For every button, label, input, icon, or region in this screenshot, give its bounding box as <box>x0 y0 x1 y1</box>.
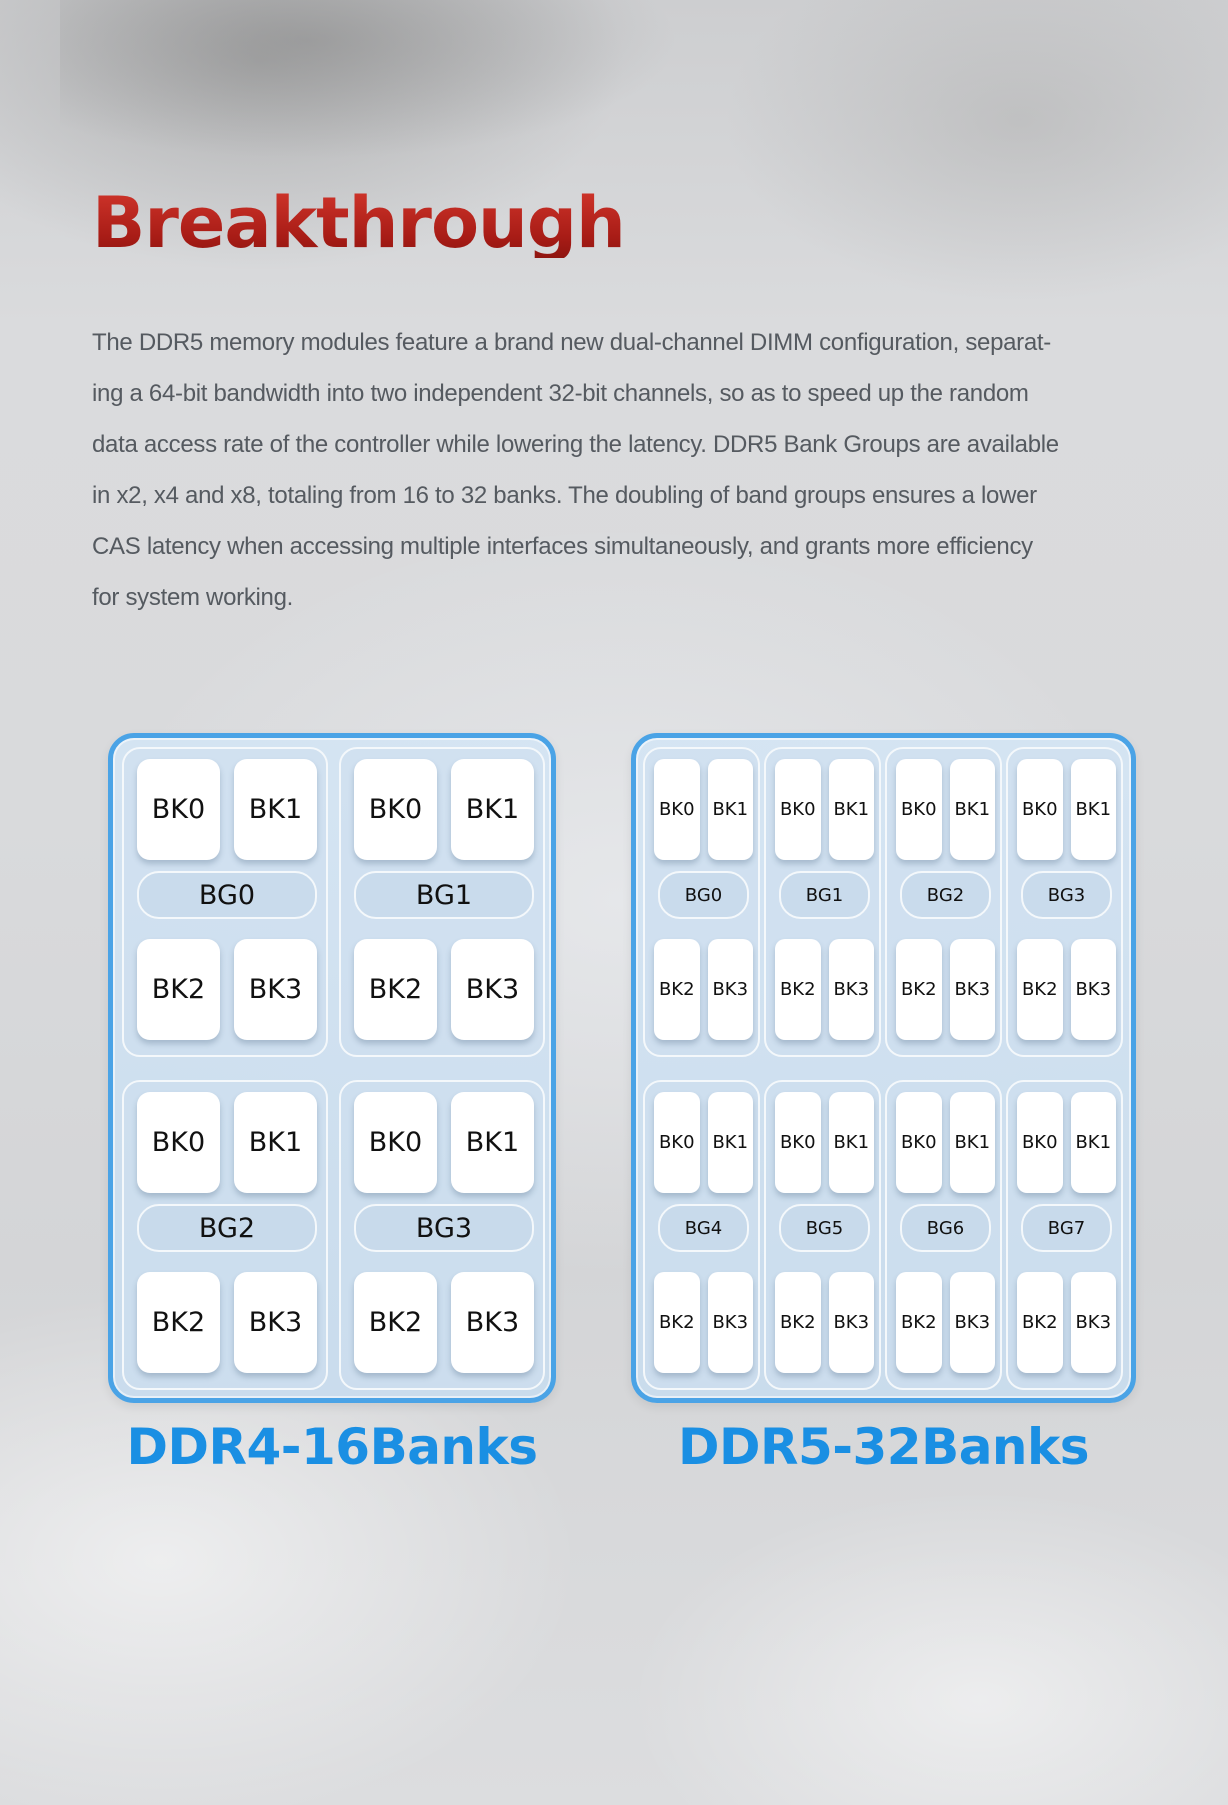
description-line: for system working. <box>92 584 294 611</box>
description-line: ing a 64-bit bandwidth into two independent 32-bit channels, so as to speed up the random <box>92 380 1029 407</box>
bank-group-bg2 <box>122 1080 328 1390</box>
bank-group-label: BG3 <box>1021 871 1112 919</box>
bank-bk2: BK2 <box>896 939 942 1040</box>
bank-bk2: BK2 <box>354 939 437 1040</box>
bank-bk1: BK1 <box>234 759 317 860</box>
ddr4-diagram-panel <box>108 733 556 1403</box>
page-title: Breakthrough <box>92 182 625 264</box>
bank-group-label: BG5 <box>779 1204 870 1252</box>
bank-bk2: BK2 <box>1017 1272 1063 1373</box>
ddr5-caption: DDR5-32Banks <box>677 1418 1090 1476</box>
bank-group-label: BG1 <box>354 871 534 919</box>
ddr4-caption: DDR4-16Banks <box>126 1418 538 1476</box>
bank-bk3: BK3 <box>708 939 754 1040</box>
bank-bk0: BK0 <box>1017 759 1063 860</box>
bank-bk1: BK1 <box>708 1092 754 1193</box>
bank-bk2: BK2 <box>775 939 821 1040</box>
bank-bk1: BK1 <box>950 1092 996 1193</box>
bank-bk1: BK1 <box>950 759 996 860</box>
background-cloud <box>60 0 680 160</box>
bank-bk0: BK0 <box>137 759 220 860</box>
bank-bk2: BK2 <box>775 1272 821 1373</box>
bank-bk3: BK3 <box>829 1272 875 1373</box>
bank-bk1: BK1 <box>708 759 754 860</box>
description-line: The DDR5 memory modules feature a brand new dual-channel DIMM configuration, separat- <box>92 329 1051 356</box>
bank-bk1: BK1 <box>1071 1092 1117 1193</box>
bank-bk1: BK1 <box>1071 759 1117 860</box>
bank-group-label: BG0 <box>658 871 749 919</box>
bank-bk0: BK0 <box>354 759 437 860</box>
bank-bk0: BK0 <box>775 759 821 860</box>
bank-bk2: BK2 <box>1017 939 1063 1040</box>
bank-bk3: BK3 <box>234 939 317 1040</box>
ddr5-diagram-panel <box>631 733 1136 1403</box>
bank-bk2: BK2 <box>896 1272 942 1373</box>
bank-bk2: BK2 <box>654 1272 700 1373</box>
bank-bk3: BK3 <box>451 939 534 1040</box>
bank-bk3: BK3 <box>708 1272 754 1373</box>
bank-bk1: BK1 <box>829 759 875 860</box>
bank-group-bg3 <box>1006 747 1123 1057</box>
bank-group-bg5 <box>764 1080 881 1390</box>
bank-group-bg0 <box>122 747 328 1057</box>
bank-bk0: BK0 <box>354 1092 437 1193</box>
bank-group-bg2 <box>885 747 1002 1057</box>
bank-bk3: BK3 <box>950 1272 996 1373</box>
bank-group-label: BG6 <box>900 1204 991 1252</box>
bank-group-bg1 <box>764 747 881 1057</box>
bank-bk0: BK0 <box>896 759 942 860</box>
bank-bk2: BK2 <box>354 1272 437 1373</box>
bank-group-bg6 <box>885 1080 1002 1390</box>
bank-bk3: BK3 <box>1071 1272 1117 1373</box>
bank-group-bg7 <box>1006 1080 1123 1390</box>
bank-bk1: BK1 <box>829 1092 875 1193</box>
bank-group-bg0 <box>643 747 760 1057</box>
bank-bk0: BK0 <box>896 1092 942 1193</box>
bank-group-label: BG2 <box>900 871 991 919</box>
bank-bk0: BK0 <box>654 1092 700 1193</box>
bank-group-bg4 <box>643 1080 760 1390</box>
bank-group-label: BG3 <box>354 1204 534 1252</box>
bank-group-bg1 <box>339 747 545 1057</box>
bank-bk3: BK3 <box>234 1272 317 1373</box>
bank-bk2: BK2 <box>137 1272 220 1373</box>
description-line: data access rate of the controller while lowering the latency. DDR5 Bank Groups are available <box>92 431 1059 458</box>
bank-group-bg3 <box>339 1080 545 1390</box>
bank-bk0: BK0 <box>137 1092 220 1193</box>
description-line: CAS latency when accessing multiple interfaces simultaneously, and grants more efficiency <box>92 533 1033 560</box>
bank-bk1: BK1 <box>451 759 534 860</box>
bank-group-label: BG7 <box>1021 1204 1112 1252</box>
bank-bk3: BK3 <box>1071 939 1117 1040</box>
bank-bk3: BK3 <box>451 1272 534 1373</box>
bank-bk2: BK2 <box>137 939 220 1040</box>
bank-bk0: BK0 <box>654 759 700 860</box>
bank-group-label: BG0 <box>137 871 317 919</box>
description-line: in x2, x4 and x8, totaling from 16 to 32 banks. The doubling of band groups ensures a lower <box>92 482 1037 509</box>
bank-bk0: BK0 <box>1017 1092 1063 1193</box>
bank-group-label: BG4 <box>658 1204 749 1252</box>
bank-bk0: BK0 <box>775 1092 821 1193</box>
bank-bk3: BK3 <box>950 939 996 1040</box>
bank-bk1: BK1 <box>451 1092 534 1193</box>
bank-group-label: BG1 <box>779 871 870 919</box>
bank-bk3: BK3 <box>829 939 875 1040</box>
bank-group-label: BG2 <box>137 1204 317 1252</box>
bank-bk2: BK2 <box>654 939 700 1040</box>
bank-bk1: BK1 <box>234 1092 317 1193</box>
description <box>92 317 1140 623</box>
